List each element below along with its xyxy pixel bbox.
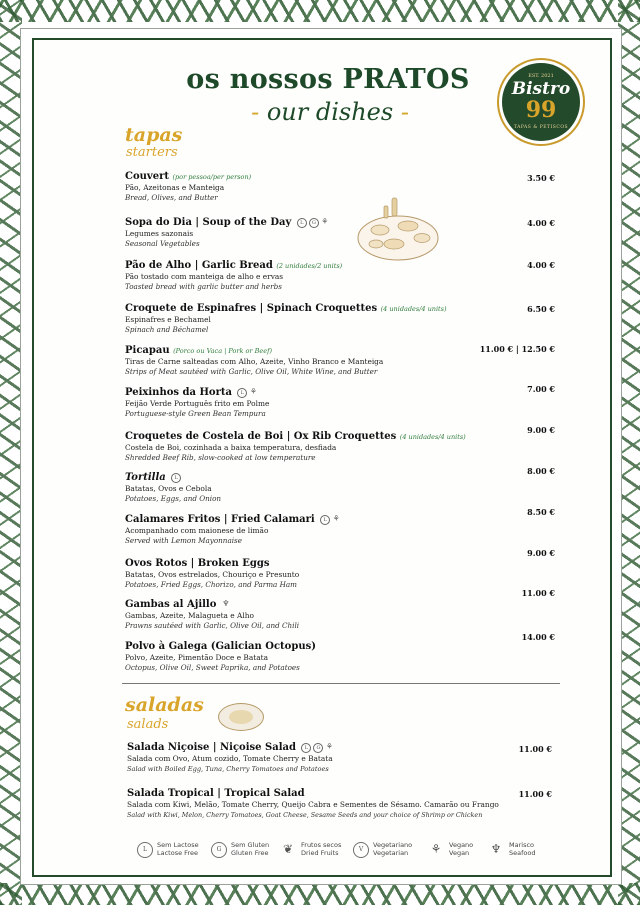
item-desc-pt: Acompanhado com maionese de limão — [125, 526, 269, 535]
menu-item-gambas-al-ajillo — [125, 599, 545, 631]
item-desc-en: Portuguese-style Green Bean Tempura — [125, 409, 266, 418]
item-desc-en: Potatoes, Eggs, and Onion — [125, 494, 222, 503]
vegan-icon: ⚘ — [321, 217, 329, 226]
legend-en: Lactose Free — [157, 849, 198, 857]
item-desc-pt: Pão tostado com manteiga de alho e ervas — [125, 272, 284, 281]
menu-item-pao-de-alho — [125, 260, 545, 292]
item-name: Pão de Alho | Garlic Bread — [125, 260, 273, 271]
subtitle-dash-right: - — [400, 98, 409, 126]
item-desc-en: Seasonal Vegetables — [125, 239, 200, 248]
item-price: 8.50 € — [527, 507, 555, 517]
item-quantity: (2 unidades/2 units) — [276, 262, 343, 270]
section-subtitle-salads: salads — [127, 717, 169, 732]
item-desc-en: Salad with Boiled Egg, Tuna, Cherry Tomatoes and Potatoes — [127, 765, 329, 773]
legend-pt: Frutos secos — [301, 841, 342, 849]
item-desc-pt: Salada com Ovo, Atum cozido, Tomate Cherry e Batata — [127, 754, 333, 763]
item-price: 4.00 € — [527, 260, 555, 270]
item-name: Gambas al Ajillo — [125, 599, 217, 610]
item-desc-en: Potatoes, Fried Eggs, Chorizo, and Parma Ham — [125, 580, 298, 589]
leaf-border-left — [0, 0, 22, 905]
item-name: Calamares Fritos | Fried Calamari — [125, 514, 315, 525]
salad-plate-icon — [218, 703, 264, 731]
gluten-free-icon: G — [309, 218, 319, 228]
section-divider — [122, 683, 560, 684]
lactose-free-icon: L — [237, 388, 247, 398]
dried-fruits-icon: ❦ — [282, 842, 294, 856]
item-name: Sopa do Dia | Soup of the Day — [125, 217, 292, 228]
legend-en: Vegetarian — [373, 849, 409, 857]
item-price: 11.00 € — [518, 744, 552, 754]
legend-pt: Sem Gluten — [231, 841, 270, 849]
menu-item-croquetes-costela — [125, 431, 545, 463]
vegetarian-icon: V — [353, 842, 369, 858]
logo-tagline: TAPAS & PETISCOS — [513, 125, 569, 130]
item-desc-pt: Gambas, Azeite, Malagueta e Alho — [125, 611, 254, 620]
vegan-icon: ⚘ — [249, 387, 257, 396]
item-name: Peixinhos da Horta — [125, 387, 232, 398]
item-price: 9.00 € — [527, 425, 555, 435]
item-price: 8.00 € — [527, 466, 555, 476]
item-desc-en: Octopus, Olive Oil, Sweet Paprika, and Potatoes — [125, 663, 300, 672]
subtitle-text: our dishes — [266, 98, 394, 126]
item-name: Couvert — [125, 171, 169, 182]
legend-pt: Vegano — [449, 841, 474, 849]
item-desc-en: Shredded Beef Rib, slow-cooked at low temperature — [125, 453, 316, 462]
item-desc-pt: Espinafres e Bechamel — [125, 315, 211, 324]
legend-en: Gluten Free — [231, 849, 269, 857]
item-desc-en: Prawns sautéed with Garlic, Olive Oil, and Chili — [125, 621, 300, 630]
vegan-icon: ⚘ — [325, 742, 334, 751]
item-desc-pt: Tiras de Carne salteadas com Alho, Azeite, Vinho Branco e Manteiga — [125, 357, 384, 366]
item-desc-pt: Pão, Azeitonas e Manteiga — [125, 183, 225, 192]
item-desc-pt: Batatas, Ovos e Cebola — [125, 484, 212, 493]
item-desc-en: Bread, Olives, and Butter — [125, 193, 218, 202]
gluten-free-icon: G — [313, 743, 323, 753]
item-name: Polvo à Galega (Galician Octopus) — [125, 641, 316, 652]
item-desc-pt: Legumes sazonais — [125, 229, 194, 238]
page-title: os nossos PRATOS — [186, 64, 470, 95]
item-price: 3.50 € — [527, 173, 555, 183]
item-desc-pt: Costela de Boi, cozinhada a baixa temperatura, desfiada — [125, 443, 337, 452]
item-desc-en: Salad with Kiwi, Melon, Cherry Tomatoes, Goat Cheese, Sesame Seeds and your choice of Shrimp or Chicken — [127, 811, 483, 819]
item-quantity: (Porco ou Vaca | Pork or Beef) — [173, 347, 273, 355]
menu-item-polvo-a-galega — [125, 641, 545, 673]
item-name: Salada Tropical | Tropical Salad — [127, 788, 305, 799]
item-name: Croquete de Espinafres | Spinach Croquettes — [125, 303, 378, 314]
menu-item-tortilla — [125, 472, 545, 504]
logo-est: EST. 2021 — [528, 73, 554, 79]
legend-en: Vegan — [449, 849, 470, 857]
subtitle-dash-left: - — [251, 98, 260, 126]
item-price: 14.00 € — [521, 632, 555, 642]
vegan-icon: ⚘ — [332, 514, 340, 523]
legend-pt: Vegetariano — [373, 841, 413, 849]
item-desc-en: Served with Lemon Mayonnaise — [125, 536, 242, 545]
item-name: Tortilla — [125, 472, 166, 483]
menu-item-ovos-rotos — [125, 558, 545, 590]
legend-en: Dried Fruits — [301, 849, 339, 857]
allergen-legend — [137, 840, 557, 860]
gluten-free-icon: G — [211, 842, 227, 858]
legend-pt: Sem Lactose — [157, 841, 199, 849]
item-desc-en: Toasted bread with garlic butter and herbs — [125, 282, 282, 291]
item-desc-pt: Feijão Verde Português frito em Polme — [125, 399, 270, 408]
vegan-icon: ⚘ — [430, 842, 442, 856]
item-quantity: (4 unidades/4 units) — [380, 305, 447, 313]
item-name: Salada Niçoise | Niçoise Salad — [127, 742, 296, 753]
menu-item-couvert — [125, 171, 545, 203]
legend-pt: Marisco — [509, 841, 535, 849]
item-name: Picapau — [125, 345, 170, 356]
item-quantity: (4 unidades/4 units) — [399, 433, 466, 441]
seafood-icon: ♆ — [222, 599, 230, 608]
item-name: Croquetes de Costela de Boi | Ox Rib Croquettes — [125, 431, 397, 442]
menu-item-salada-tropical — [127, 788, 547, 820]
item-price: 11.00 € — [521, 588, 555, 598]
bistro-logo — [502, 63, 580, 141]
item-price: 4.00 € — [527, 218, 555, 228]
menu-item-croquete-espinafres — [125, 303, 545, 335]
section-title-saladas: saladas — [125, 694, 204, 716]
item-quantity: (por pessoa/per person) — [172, 173, 252, 181]
item-desc-en: Strips of Meat sautéed with Garlic, Olive Oil, White Wine, and Butter — [125, 367, 378, 376]
section-title-tapas: tapas — [125, 124, 183, 146]
menu-item-calamares-fritos — [125, 514, 545, 546]
lactose-free-icon: L — [297, 218, 307, 228]
item-price: 9.00 € — [527, 548, 555, 558]
lactose-free-icon: L — [320, 515, 330, 525]
item-price: 11.00 € | 12.50 € — [479, 344, 555, 354]
seafood-icon: ♆ — [490, 842, 502, 856]
item-price: 7.00 € — [527, 384, 555, 394]
section-subtitle-starters: starters — [126, 145, 178, 160]
menu-item-salada-nicoise — [127, 742, 547, 774]
item-name: Ovos Rotos | Broken Eggs — [125, 558, 270, 569]
logo-name: Bistro — [511, 79, 571, 99]
item-price: 6.50 € — [527, 304, 555, 314]
lactose-free-icon: L — [301, 743, 311, 753]
lactose-free-icon: L — [171, 473, 181, 483]
logo-number: 99 — [525, 97, 557, 123]
item-desc-pt: Polvo, Azeite, Pimentão Doce e Batata — [125, 653, 269, 662]
leaf-border-bottom — [0, 883, 640, 905]
leaf-border-top — [0, 0, 640, 22]
item-desc-pt: Batatas, Ovos estrelados, Chouriço e Presunto — [125, 570, 300, 579]
lactose-free-icon: L — [137, 842, 153, 858]
item-desc-pt: Salada com Kiwi, Melão, Tomate Cherry, Queijo Cabra e Sementes de Sésamo. Camarão ou Frango — [127, 800, 499, 809]
item-desc-en: Spinach and Béchamel — [125, 325, 209, 334]
item-price: 11.00 € — [518, 789, 552, 799]
menu-item-peixinhos-da-horta — [125, 387, 545, 419]
menu-item-sopa-do-dia — [125, 217, 545, 249]
legend-en: Seafood — [509, 849, 536, 857]
